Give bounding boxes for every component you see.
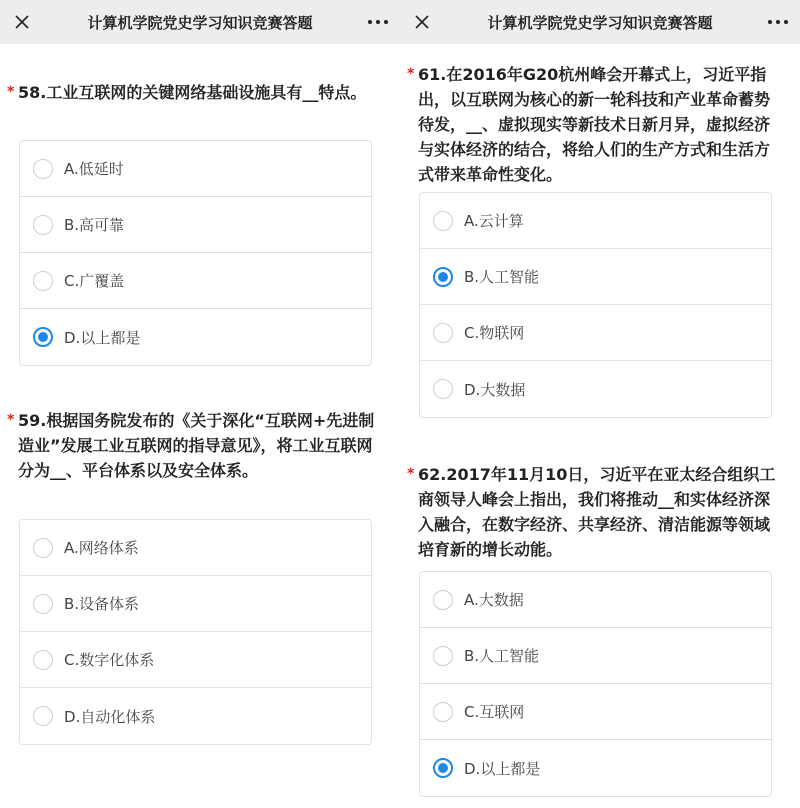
question-58 <box>0 80 400 105</box>
close-button[interactable] <box>0 0 44 44</box>
radio-icon[interactable] <box>433 379 453 399</box>
option-b[interactable] <box>20 576 371 632</box>
option-label: C.广覆盖 <box>64 272 125 290</box>
radio-checked-icon[interactable] <box>33 327 53 347</box>
question-text <box>400 462 800 562</box>
radio-icon[interactable] <box>33 271 53 291</box>
option-b[interactable] <box>20 197 371 253</box>
page-title: 计算机学院党史学习知识竞赛答题 <box>87 13 313 32</box>
radio-icon[interactable] <box>433 211 453 231</box>
option-d[interactable] <box>420 361 771 417</box>
radio-icon[interactable] <box>33 159 53 179</box>
option-label: B.人工智能 <box>464 647 540 665</box>
more-icon-dot <box>376 20 380 24</box>
radio-checked-icon[interactable] <box>433 758 453 778</box>
option-d[interactable] <box>20 688 371 744</box>
option-label: D.以上都是 <box>464 759 541 778</box>
question-text-content: 58.工业互联网的关键网络基础设施具有__特点。 <box>18 83 367 102</box>
option-a[interactable] <box>420 193 771 249</box>
option-a[interactable] <box>20 141 371 197</box>
required-star: * <box>407 66 415 82</box>
option-a[interactable] <box>420 572 771 628</box>
radio-icon[interactable] <box>33 650 53 670</box>
required-star: * <box>7 84 15 100</box>
question-text-content: 59.根据国务院发布的《关于深化“互联网+先进制造业”发展工业互联网的指导意见》，将工业互联网分为__、平台体系以及安全体系。 <box>18 411 375 480</box>
options-59 <box>19 519 372 745</box>
option-label: A.网络体系 <box>64 539 139 557</box>
option-c[interactable] <box>420 305 771 361</box>
radio-icon[interactable] <box>33 706 53 726</box>
radio-icon[interactable] <box>433 590 453 610</box>
radio-icon[interactable] <box>433 646 453 666</box>
option-a[interactable] <box>20 520 371 576</box>
more-button[interactable] <box>356 0 400 44</box>
option-label: A.大数据 <box>464 591 524 609</box>
option-label: B.人工智能 <box>464 268 540 286</box>
question-list <box>400 44 800 808</box>
option-label: B.高可靠 <box>64 216 125 234</box>
option-b[interactable] <box>420 628 771 684</box>
option-d[interactable] <box>20 309 371 365</box>
option-label: A.低延时 <box>64 160 124 178</box>
option-c[interactable] <box>420 684 771 740</box>
question-text-content: 62.2017年11月10日，习近平在亚太经合组织工商领导人峰会上指出，我们将推动__和实体经济深入融合，在数字经济、共享经济、清洁能源等领域培育新的增长动能。 <box>418 465 776 559</box>
question-text <box>400 62 800 187</box>
option-c[interactable] <box>20 632 371 688</box>
option-label: D.自动化体系 <box>64 707 156 726</box>
option-label: A.云计算 <box>464 212 524 230</box>
option-label: C.物联网 <box>464 324 525 342</box>
screen-right <box>400 0 800 808</box>
top-bar <box>400 0 800 44</box>
top-bar <box>0 0 400 44</box>
required-star: * <box>407 466 415 482</box>
option-label: D.大数据 <box>464 380 526 399</box>
question-text <box>0 80 400 105</box>
radio-checked-icon[interactable] <box>433 267 453 287</box>
page-title: 计算机学院党史学习知识竞赛答题 <box>487 13 713 32</box>
option-d[interactable] <box>420 740 771 796</box>
more-icon-dot <box>784 20 788 24</box>
more-icon-dot <box>776 20 780 24</box>
question-list <box>0 44 400 808</box>
options-62 <box>419 571 772 797</box>
more-icon <box>368 20 372 24</box>
option-b[interactable] <box>420 249 771 305</box>
option-label: D.以上都是 <box>64 328 141 347</box>
options-58 <box>19 140 372 366</box>
options-61 <box>419 192 772 418</box>
question-59 <box>0 408 400 483</box>
close-button[interactable] <box>400 0 444 44</box>
close-icon <box>414 14 430 30</box>
question-62 <box>400 462 800 562</box>
radio-icon[interactable] <box>433 702 453 722</box>
radio-icon[interactable] <box>33 215 53 235</box>
required-star: * <box>7 412 15 428</box>
option-label: C.互联网 <box>464 703 525 721</box>
option-label: B.设备体系 <box>64 595 140 613</box>
option-label: C.数字化体系 <box>64 651 155 669</box>
question-text-content: 61.在2016年G20杭州峰会开幕式上，习近平指出，以互联网为核心的新一轮科技和产业革命蓄势待发，__、虚拟现实等新技术日新月异，虚拟经济与实体经济的结合，将给人们的生产方式和生活方式带来革命性变化。 <box>418 65 771 184</box>
close-icon <box>14 14 30 30</box>
option-c[interactable] <box>20 253 371 309</box>
more-button[interactable] <box>756 0 800 44</box>
question-text <box>0 408 400 483</box>
radio-icon[interactable] <box>433 323 453 343</box>
radio-icon[interactable] <box>33 538 53 558</box>
radio-icon[interactable] <box>33 594 53 614</box>
question-61 <box>400 62 800 187</box>
more-icon-dot <box>384 20 388 24</box>
more-icon <box>768 20 772 24</box>
